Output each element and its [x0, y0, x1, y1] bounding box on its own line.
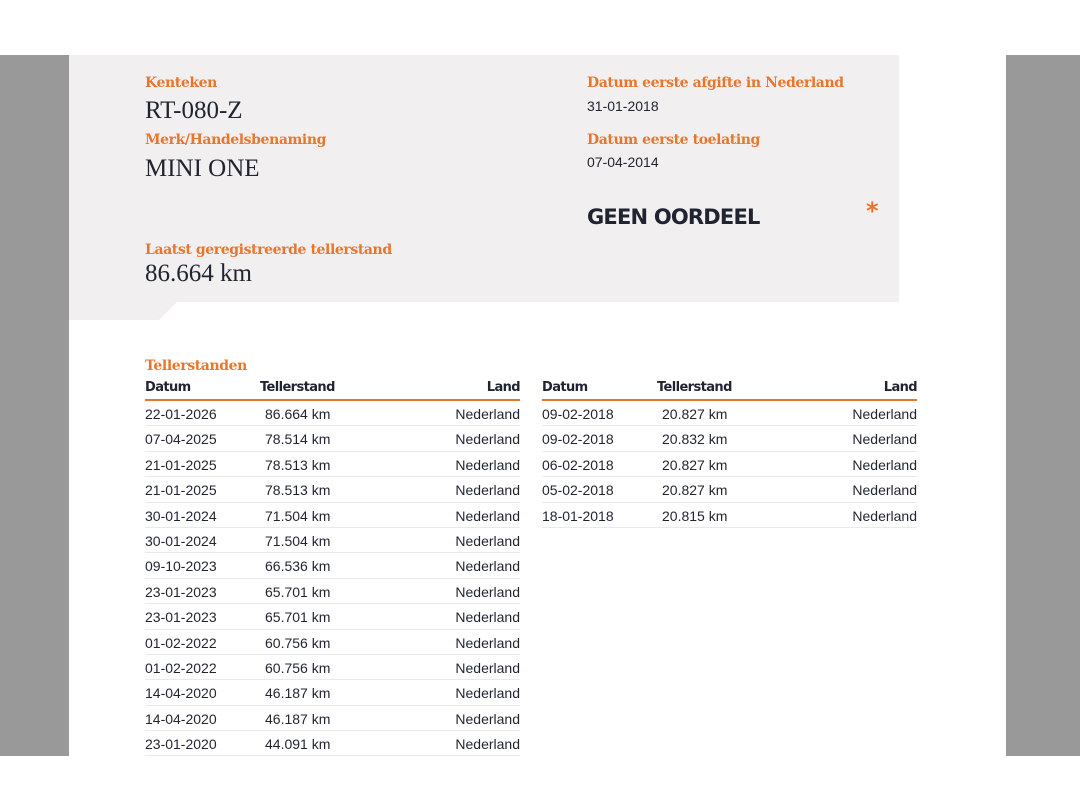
cell-land: Nederland [455, 456, 520, 473]
cell-tellerstand: 78.514 km [265, 431, 331, 448]
cell-tellerstand: 44.091 km [265, 736, 331, 753]
cell-land: Nederland [852, 431, 917, 448]
cell-datum: 09-10-2023 [145, 558, 217, 575]
cell-land: Nederland [455, 659, 520, 676]
cell-datum: 21-01-2025 [145, 456, 217, 473]
cell-land: Nederland [852, 456, 917, 473]
cell-datum: 30-01-2024 [145, 507, 217, 524]
cell-tellerstand: 71.504 km [265, 507, 331, 524]
table-body [542, 401, 917, 528]
vehicle-report [69, 55, 1006, 756]
table-row [145, 579, 520, 604]
header-datum: Datum [145, 380, 191, 395]
cell-datum: 21-01-2025 [145, 482, 217, 499]
cell-land: Nederland [852, 406, 917, 422]
header-datum: Datum [542, 380, 588, 395]
cell-land: Nederland [455, 634, 520, 651]
cell-tellerstand: 46.187 km [265, 685, 331, 702]
cell-datum: 07-04-2025 [145, 431, 217, 448]
cell-datum: 14-04-2020 [145, 710, 217, 727]
cell-datum: 23-01-2023 [145, 609, 217, 626]
cell-land: Nederland [455, 507, 520, 524]
cell-land: Nederland [455, 736, 520, 753]
cell-datum: 23-01-2023 [145, 583, 217, 600]
table-row [145, 630, 520, 655]
cell-land: Nederland [852, 482, 917, 499]
cell-land: Nederland [455, 558, 520, 575]
table-row [542, 426, 917, 451]
merk-value: MINI ONE [145, 155, 260, 182]
table-row [145, 604, 520, 629]
teller-label: Laatst geregistreerde tellerstand [145, 242, 392, 258]
teller-value: 86.664 km [145, 260, 252, 287]
table-row [542, 477, 917, 502]
cell-land: Nederland [455, 482, 520, 499]
cell-land: Nederland [455, 431, 520, 448]
header-land: Land [883, 380, 917, 395]
cell-datum: 01-02-2022 [145, 659, 217, 676]
cell-tellerstand: 20.832 km [662, 431, 728, 448]
toelating-label: Datum eerste toelating [587, 132, 760, 148]
cell-land: Nederland [455, 685, 520, 702]
merk-label: Merk/Handelsbenaming [145, 132, 327, 148]
cell-tellerstand: 65.701 km [265, 583, 331, 600]
cell-tellerstand: 20.827 km [662, 406, 728, 422]
cell-tellerstand: 66.536 km [265, 558, 331, 575]
table-header [145, 379, 520, 401]
cell-datum: 06-02-2018 [542, 456, 614, 473]
right-frame [1006, 55, 1080, 756]
table-row [542, 452, 917, 477]
cell-land: Nederland [455, 583, 520, 600]
tellerstanden-title: Tellerstanden [145, 358, 247, 374]
afgifte-value: 31-01-2018 [587, 98, 659, 114]
verdict-text: GEEN OORDEEL [587, 205, 760, 229]
cell-tellerstand: 71.504 km [265, 532, 331, 549]
cell-datum: 09-02-2018 [542, 431, 614, 448]
header-tellerstand: Tellerstand [657, 380, 732, 395]
cell-tellerstand: 60.756 km [265, 659, 331, 676]
table-header [542, 379, 917, 401]
table-row [145, 401, 520, 426]
header-tellerstand: Tellerstand [260, 380, 335, 395]
cell-land: Nederland [455, 532, 520, 549]
cell-tellerstand: 60.756 km [265, 634, 331, 651]
cell-datum: 22-01-2026 [145, 406, 217, 422]
cell-land: Nederland [455, 710, 520, 727]
cell-datum: 01-02-2022 [145, 634, 217, 651]
header-land: Land [486, 380, 520, 395]
cell-tellerstand: 20.827 km [662, 482, 728, 499]
table-row [145, 553, 520, 578]
afgifte-label: Datum eerste afgifte in Nederland [587, 75, 844, 91]
table-row [145, 452, 520, 477]
cell-land: Nederland [852, 507, 917, 524]
table-body [145, 401, 520, 756]
cell-tellerstand: 78.513 km [265, 482, 331, 499]
cell-datum: 30-01-2024 [145, 532, 217, 549]
cell-datum: 09-02-2018 [542, 406, 614, 422]
cell-tellerstand: 86.664 km [265, 406, 331, 422]
table-row [145, 731, 520, 756]
table-row [542, 401, 917, 426]
table-row [145, 528, 520, 553]
cell-land: Nederland [455, 609, 520, 626]
cell-tellerstand: 20.827 km [662, 456, 728, 473]
cell-datum: 14-04-2020 [145, 685, 217, 702]
table-row [145, 426, 520, 451]
tellerstanden-table-left [145, 379, 520, 756]
cell-tellerstand: 78.513 km [265, 456, 331, 473]
table-row [145, 680, 520, 705]
cell-datum: 23-01-2020 [145, 736, 217, 753]
left-frame [0, 55, 69, 756]
table-row [145, 503, 520, 528]
verdict-asterisk: * [866, 197, 879, 225]
cell-land: Nederland [455, 406, 520, 422]
toelating-value: 07-04-2014 [587, 154, 659, 170]
table-row [145, 706, 520, 731]
kenteken-label: Kenteken [145, 75, 217, 91]
cell-tellerstand: 20.815 km [662, 507, 728, 524]
cell-tellerstand: 65.701 km [265, 609, 331, 626]
cell-tellerstand: 46.187 km [265, 710, 331, 727]
table-row [542, 503, 917, 528]
tellerstanden-table-right [542, 379, 917, 528]
table-row [145, 655, 520, 680]
cell-datum: 18-01-2018 [542, 507, 614, 524]
kenteken-value: RT-080-Z [145, 97, 243, 124]
cell-datum: 05-02-2018 [542, 482, 614, 499]
table-row [145, 477, 520, 502]
